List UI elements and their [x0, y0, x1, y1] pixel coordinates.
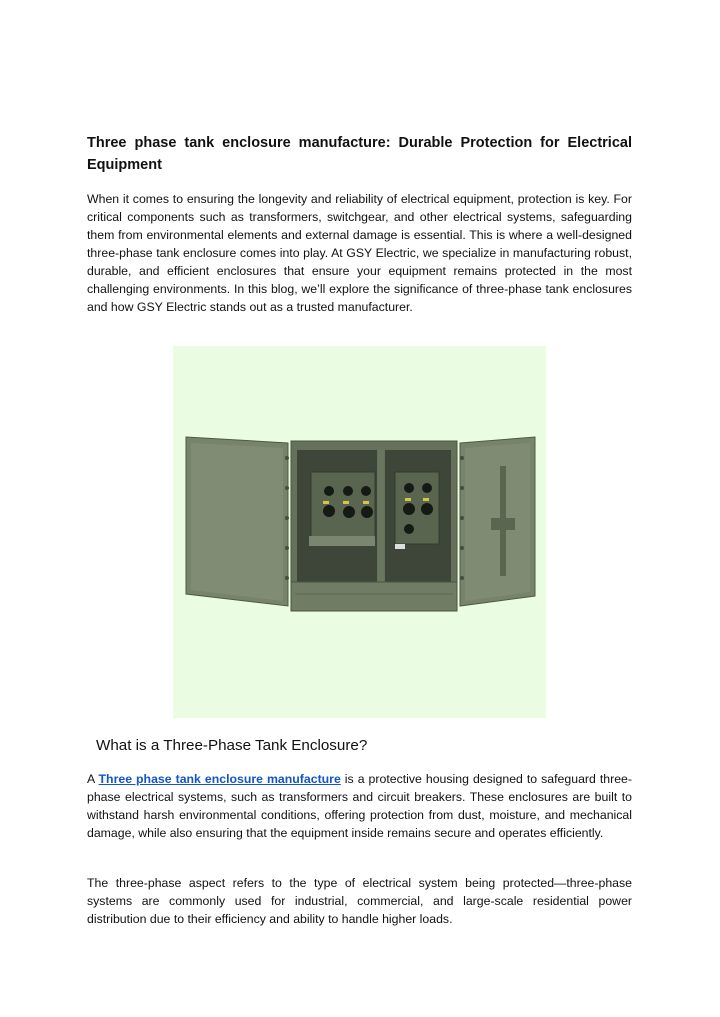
- three-phase-paragraph: The three-phase aspect refers to the type of electrical system being protected—three-phase systems are commonly used for industrial, commercial, and large-scale residential power distribution due to their efficiency and ability to handle higher loads.: [87, 876, 632, 926]
- article-title: Three phase tank enclosure manufacture: Durable Protection for Electrical Equipment: [87, 135, 632, 173]
- enclosure-image: [173, 346, 546, 718]
- p2-prefix: A: [87, 772, 99, 786]
- section-heading: What is a Three-Phase Tank Enclosure?: [96, 737, 368, 754]
- enclosure-illustration: [173, 346, 546, 718]
- definition-paragraph: [87, 770, 632, 842]
- enclosure-manufacture-link[interactable]: Three phase tank enclosure manufacture: [98, 772, 341, 786]
- article-header: [87, 132, 632, 316]
- p2-rest: is a protective housing designed to safeguard three-phase electrical systems, such as transformers and circuit breakers. These enclosures are built to withstand harsh environmental conditions, offering protection from dust, moisture, and mechanical damage, while also ensuring that the equipment inside remains secure and operates efficiently.: [87, 772, 632, 840]
- intro-paragraph: When it comes to ensuring the longevity and reliability of electrical equipment, protection is key. For critical components such as transformers, switchgear, and other electrical systems, safeguarding them from environmental elements and external damage is essential. This is where a well-designed three-phase tank enclosure comes into play. At GSY Electric, we specialize in manufacturing robust, durable, and efficient enclosures that ensure your equipment remains protected in the most challenging environments. In this blog, we’ll explore the significance of three-phase tank enclosures and how GSY Electric stands out as a trusted manufacturer.: [87, 192, 632, 314]
